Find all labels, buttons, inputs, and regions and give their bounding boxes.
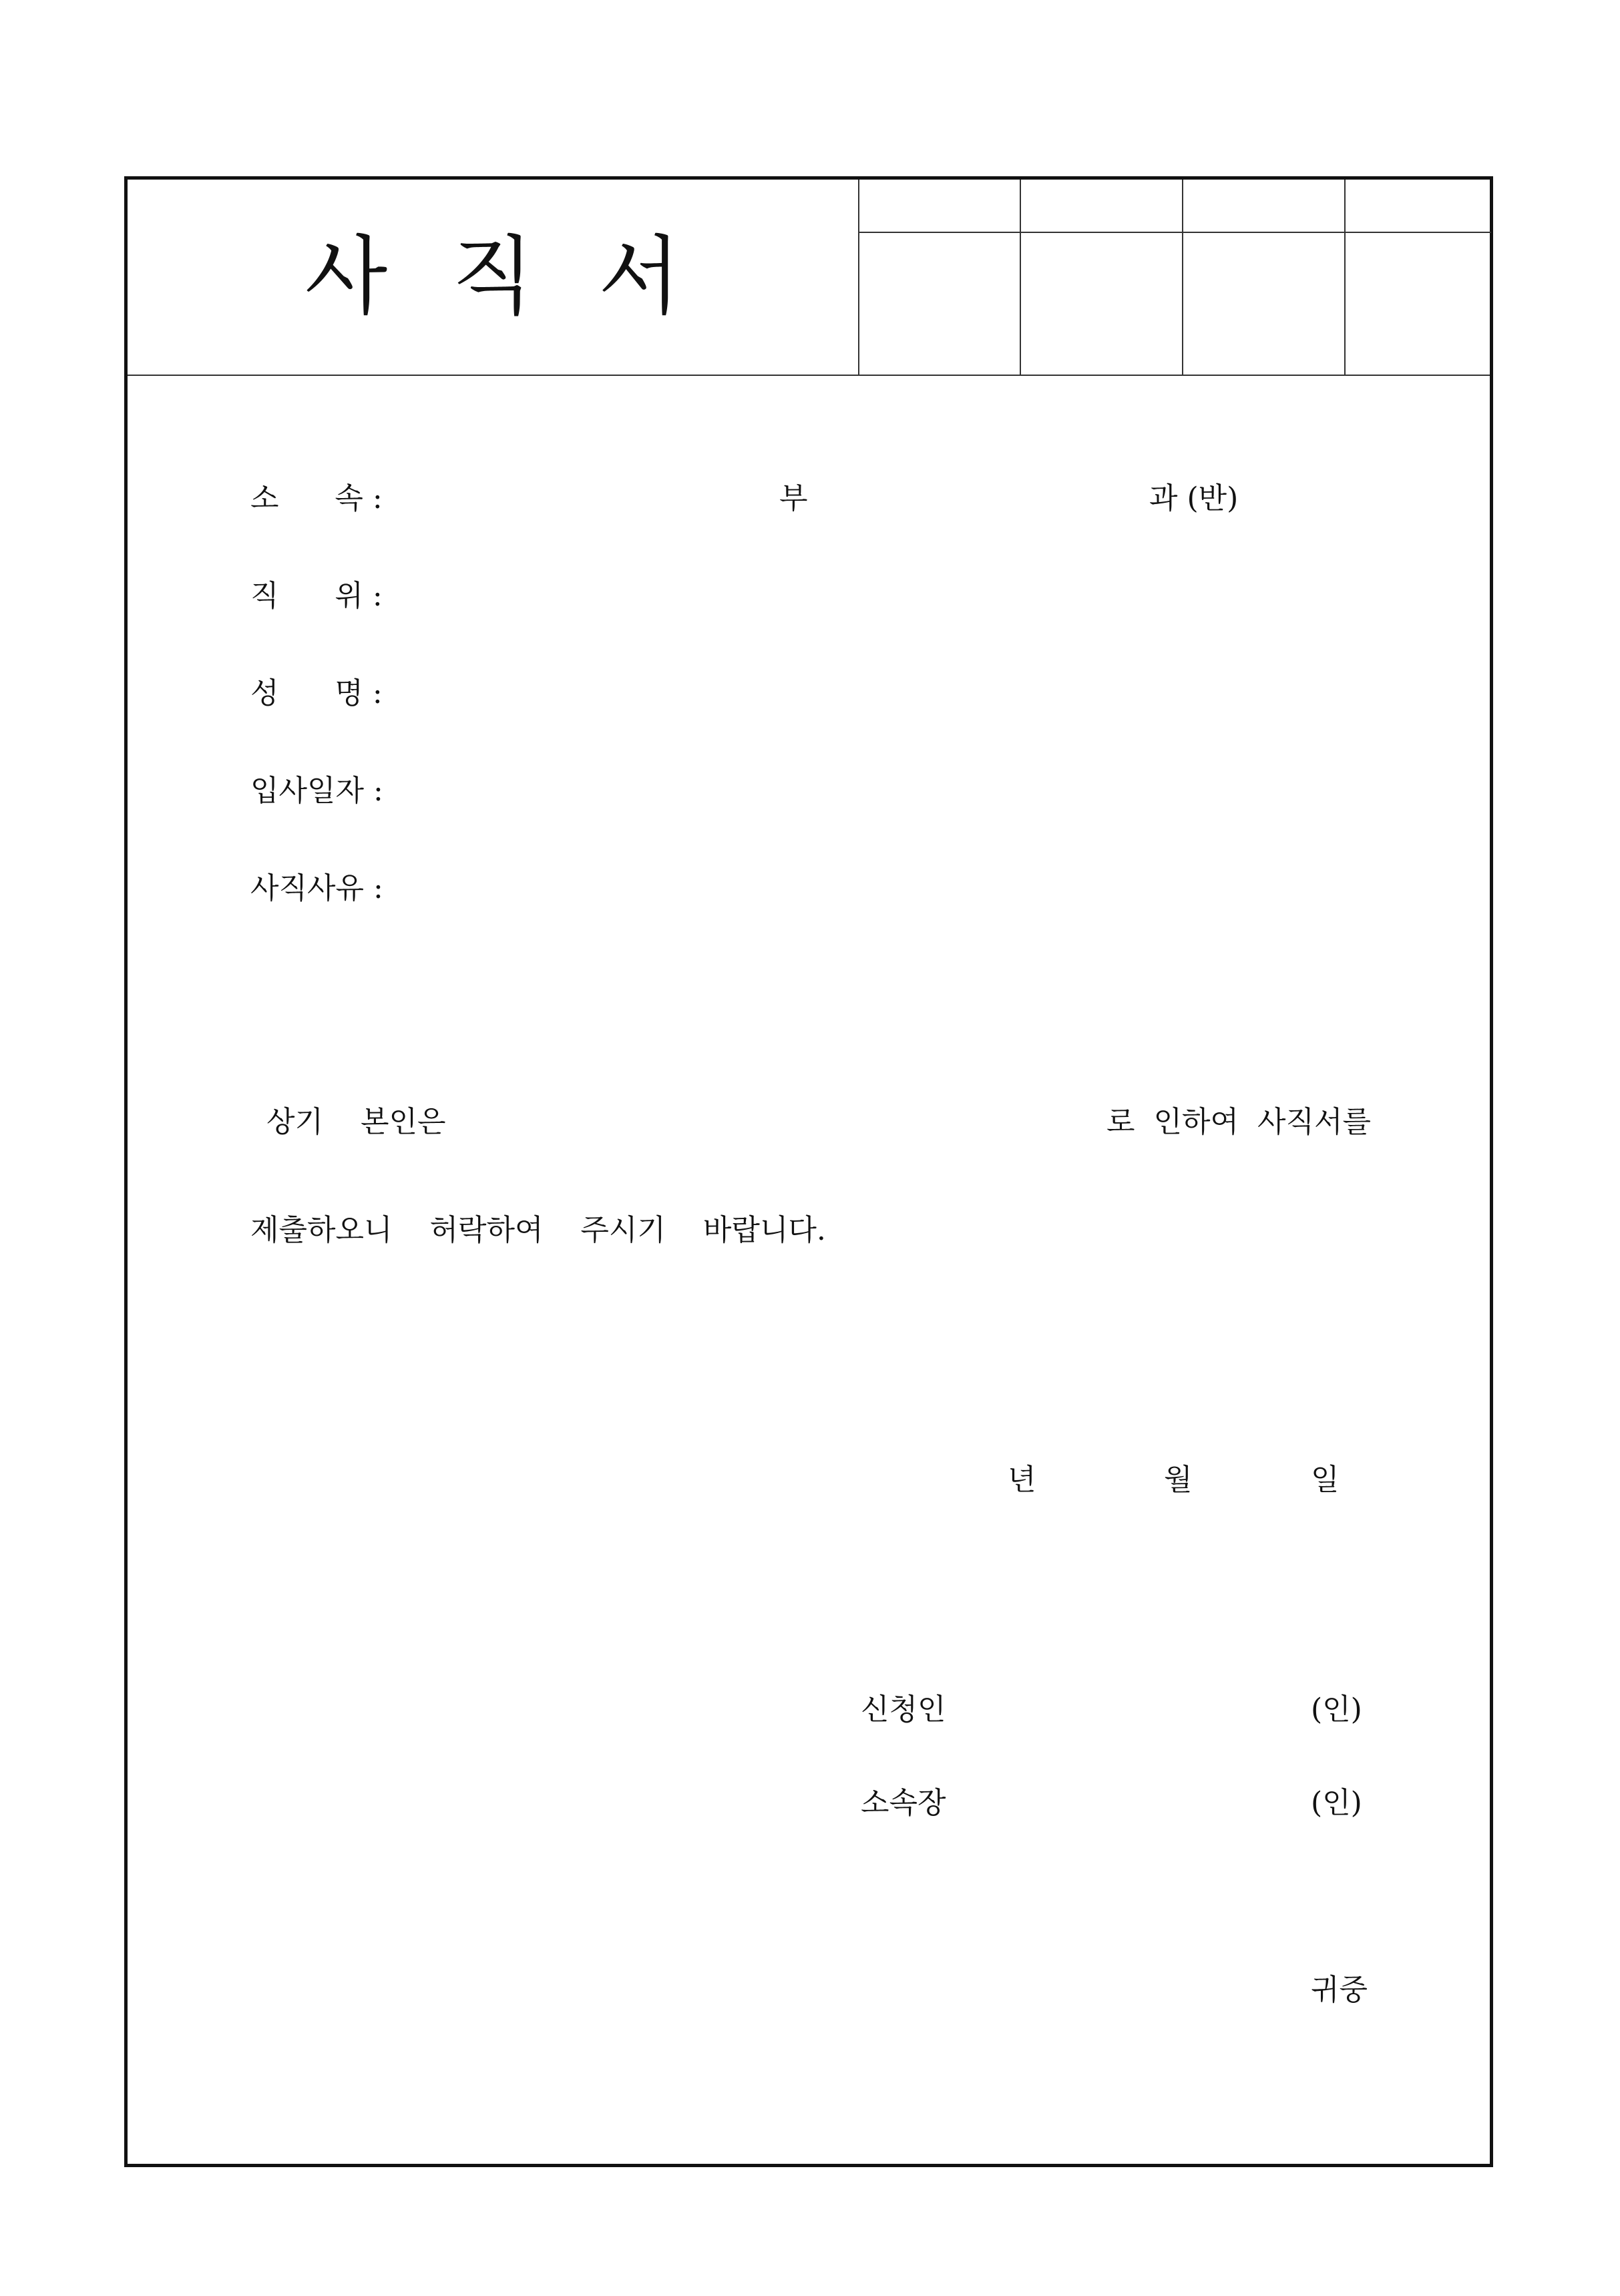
approval-header-cell	[859, 180, 1020, 233]
addressee: 귀중	[1311, 1973, 1368, 2007]
statement-line1-left: 상기 본인은	[266, 1105, 446, 1139]
approval-column	[859, 180, 1021, 375]
approval-sign-cell	[1021, 233, 1182, 375]
approval-table	[858, 180, 1491, 375]
document-title	[128, 180, 858, 375]
title-char: 사	[305, 227, 388, 326]
department-unit: 부	[779, 481, 808, 515]
approval-header-cell	[1183, 180, 1344, 233]
approval-header-cell	[1346, 180, 1491, 233]
name-label: 성 명 :	[250, 676, 383, 710]
approval-sign-cell	[859, 233, 1020, 375]
approval-column	[1183, 180, 1346, 375]
date-day: 일	[1311, 1463, 1340, 1497]
position-label: 직 위 :	[250, 579, 383, 613]
section-unit: 과 (반)	[1149, 481, 1239, 515]
date-year: 년	[1008, 1463, 1036, 1497]
approval-sign-cell	[1183, 233, 1344, 375]
supervisor-label: 소속장	[861, 1786, 946, 1820]
approval-sign-cell	[1346, 233, 1491, 375]
resignation-reason-label: 사직사유 :	[250, 871, 383, 905]
header-row	[128, 180, 1490, 376]
approval-header-cell	[1021, 180, 1182, 233]
approval-column	[1021, 180, 1183, 375]
approval-column	[1346, 180, 1491, 375]
statement-line2: 제출하오니 허락하여 주시기 바랍니다.	[250, 1213, 826, 1247]
applicant-label: 신청인	[861, 1692, 946, 1727]
join-date-label: 입사일자 :	[250, 774, 383, 808]
statement-line1-right: 로 인하여 사직서를	[1106, 1105, 1371, 1139]
applicant-seal: (인)	[1311, 1692, 1362, 1727]
title-char: 직	[451, 227, 534, 326]
date-month: 월	[1164, 1463, 1193, 1497]
supervisor-seal: (인)	[1311, 1786, 1362, 1820]
affiliation-label: 소 속 :	[250, 481, 383, 515]
document-frame	[124, 176, 1493, 2167]
title-char: 서	[598, 227, 681, 326]
